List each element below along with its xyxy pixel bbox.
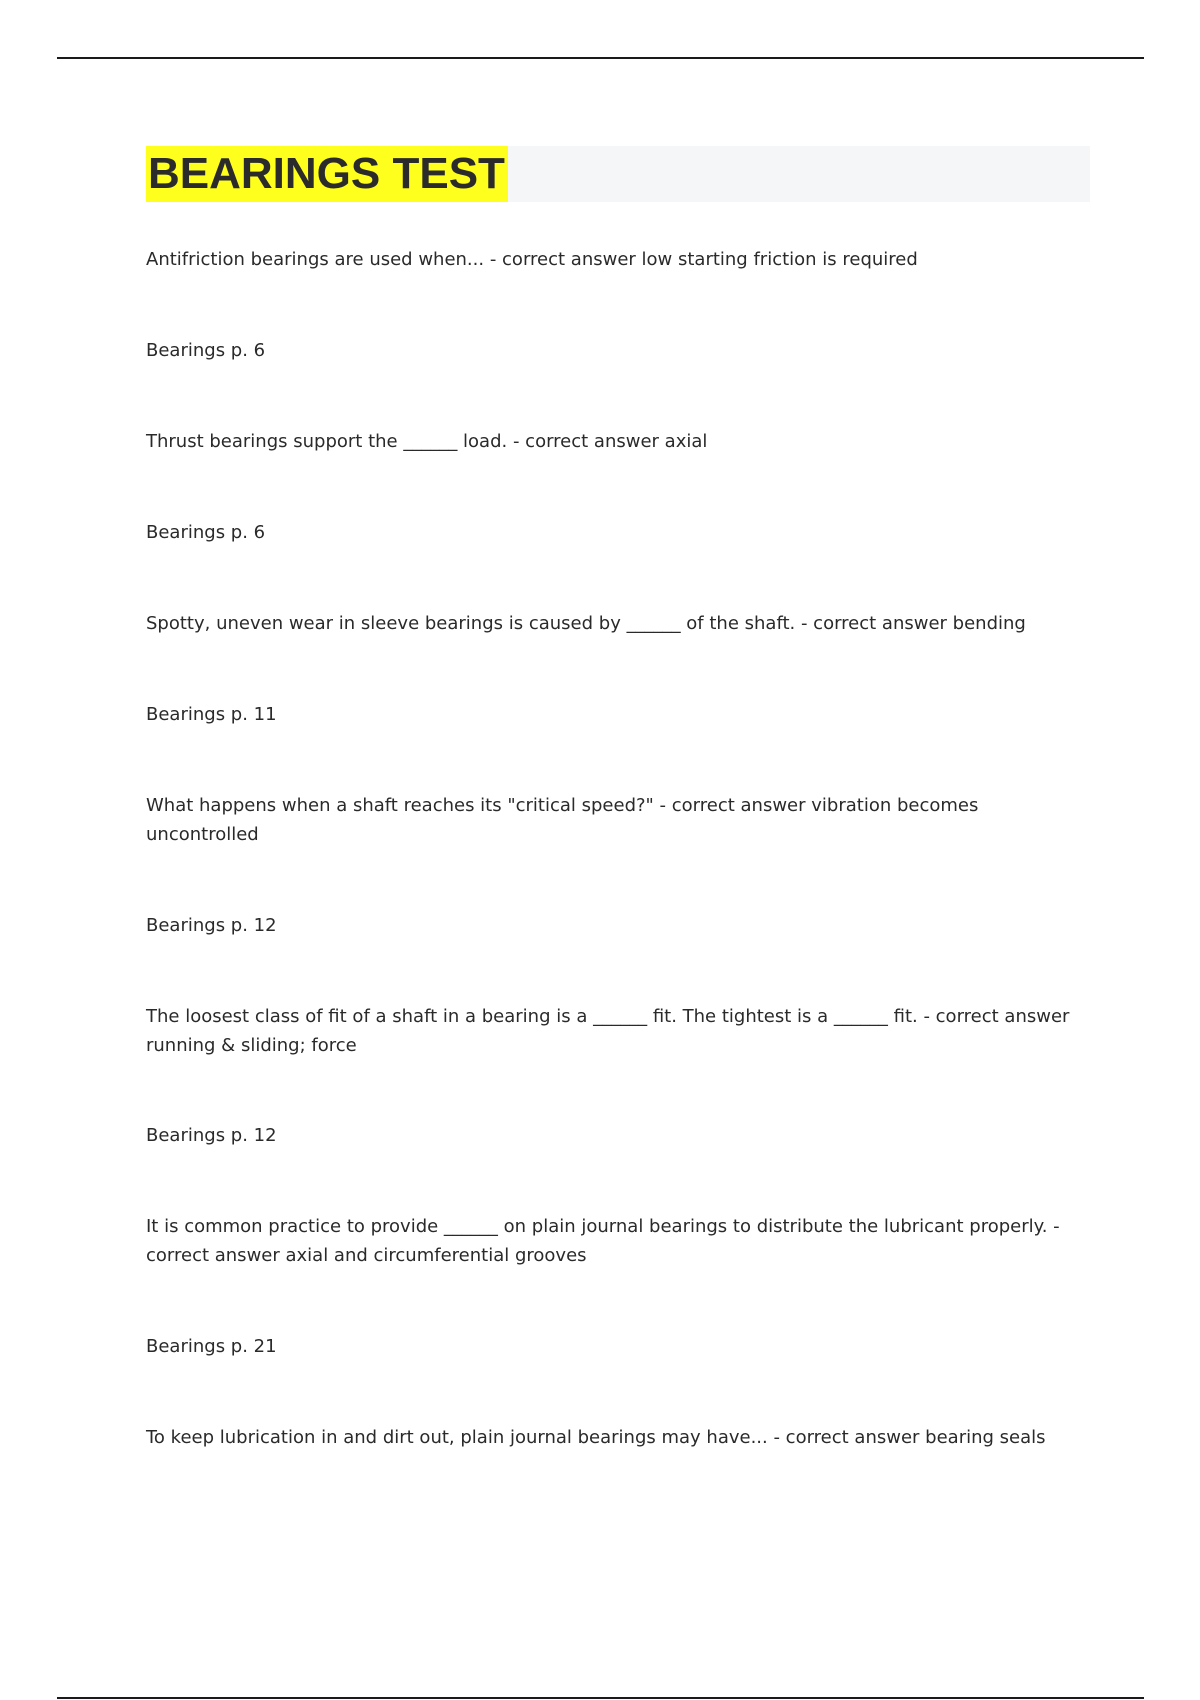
document-title: BEARINGS TEST <box>146 146 508 202</box>
reference-5: Bearings p. 12 <box>146 1125 277 1146</box>
question-5: The loosest class of fit of a shaft in a bearing is a ______ fit. The tightest is a ______ fit. - correct answer running & sliding; force <box>146 1006 1070 1056</box>
reference-1: Bearings p. 6 <box>146 340 266 361</box>
reference-2: Bearings p. 6 <box>146 522 266 543</box>
question-1: Antifriction bearings are used when... - correct answer low starting friction is required <box>146 249 918 270</box>
question-4: What happens when a shaft reaches its "critical speed?" - correct answer vibration becomes uncontrolled <box>146 795 979 845</box>
top-rule <box>57 57 1144 59</box>
reference-4: Bearings p. 12 <box>146 915 277 936</box>
reference-3: Bearings p. 11 <box>146 704 277 725</box>
question-6: It is common practice to provide ______ on plain journal bearings to distribute the lubricant properly. - correct answer axial and circumferential grooves <box>146 1216 1060 1266</box>
reference-6: Bearings p. 21 <box>146 1336 277 1357</box>
question-2: Thrust bearings support the ______ load. - correct answer axial <box>146 431 708 452</box>
question-7: To keep lubrication in and dirt out, plain journal bearings may have... - correct answer bearing seals <box>146 1427 1046 1448</box>
bottom-rule <box>57 1697 1144 1699</box>
question-3: Spotty, uneven wear in sleeve bearings is caused by ______ of the shaft. - correct answer bending <box>146 613 1026 634</box>
